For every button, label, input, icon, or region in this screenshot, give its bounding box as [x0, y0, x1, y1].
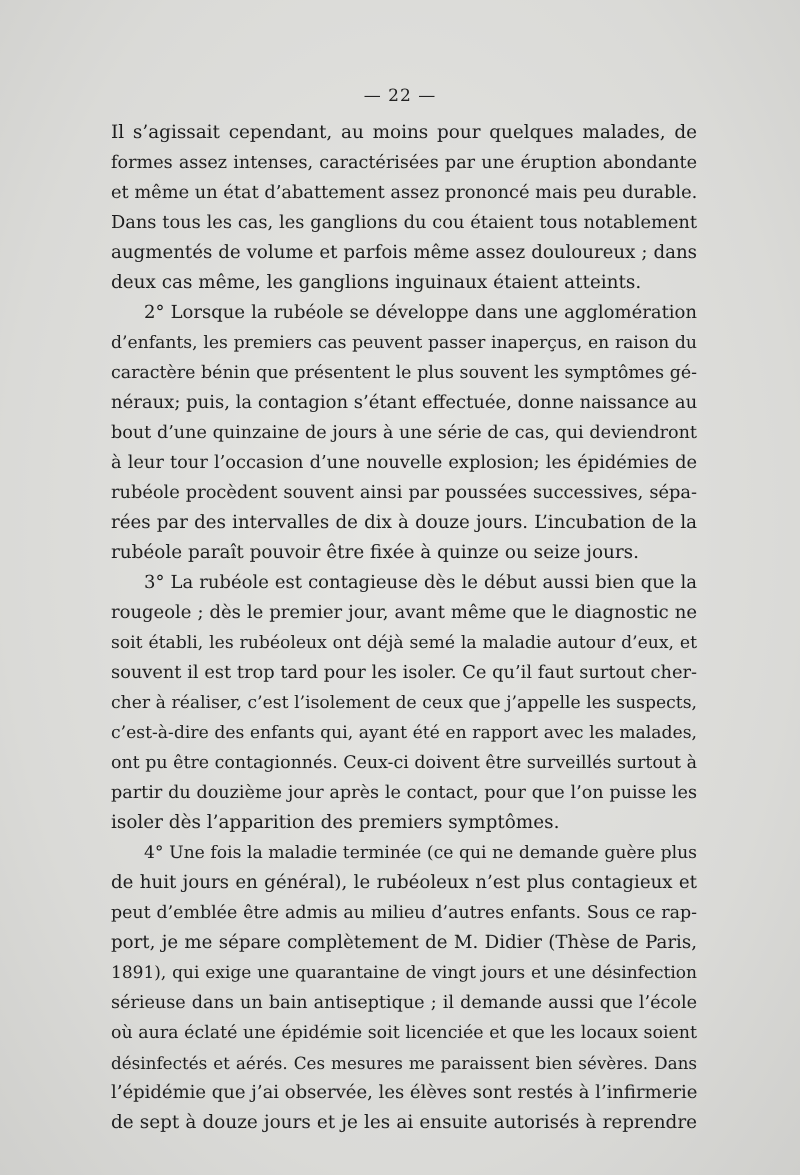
text-line: caractère bénin que présentent le plus souvent les symptômes gé- — [111, 363, 697, 383]
paragraph-2 — [111, 298, 697, 568]
text-line: désinfectés et aérés. Ces mesures me paraissent bien sévères. Dans — [111, 1053, 697, 1073]
text-line: augmentés de volume et parfois même assez douloureux ; dans — [111, 242, 697, 263]
text-line: deux cas même, les ganglions inguinaux étaient atteints. — [111, 272, 642, 293]
text-line: d’enfants, les premiers cas peuvent passer inaperçus, en raison du — [111, 333, 697, 353]
text-line: peut d’emblée être admis au milieu d’autres enfants. Sous ce rap- — [111, 903, 697, 923]
text-line: rubéole procèdent souvent ainsi par poussées successives, sépa- — [111, 482, 697, 503]
text-line: rubéole paraît pouvoir être fixée à quinze ou seize jours. — [111, 542, 639, 563]
text-line: de sept à douze jours et je les ai ensuite autorisés à reprendre — [111, 1112, 697, 1133]
text-line: néraux; puis, la contagion s’étant effectuée, donne naissance au — [111, 392, 698, 413]
text-line: ont pu être contagionnés. Ceux-ci doivent être surveillés surtout à — [111, 753, 697, 773]
text-line: souvent il est trop tard pour les isoler. Ce qu’il faut surtout cher- — [111, 662, 697, 683]
text-line: à leur tour l’occasion d’une nouvelle explosion; les épidémies de — [111, 452, 697, 473]
text-line: où aura éclaté une épidémie soit licenciée et que les locaux soient — [111, 1023, 697, 1043]
text-line: 4° Une fois la maladie terminée (ce qui ne demande guère plus — [144, 843, 697, 863]
paragraph-3 — [111, 568, 697, 838]
text-line: Dans tous les cas, les ganglions du cou étaient tous notablement — [111, 212, 697, 233]
paragraph-4 — [111, 838, 697, 1138]
page-number: — 22 — — [363, 86, 437, 106]
text-line: Il s’agissait cependant, au moins pour quelques malades, de — [111, 122, 697, 143]
body-text — [111, 118, 697, 1138]
text-line: cher à réaliser, c’est l’isolement de ceux que j’appelle les suspects, — [111, 693, 697, 713]
text-line: bout d’une quinzaine de jours à une série de cas, qui deviendront — [111, 423, 697, 443]
text-line: formes assez intenses, caractérisées par une éruption abondante — [111, 153, 697, 173]
text-line: isoler dès l’apparition des premiers symptômes. — [111, 812, 560, 833]
text-line: rougeole ; dès le premier jour, avant même que le diagnostic ne — [111, 602, 697, 623]
text-line: de huit jours en général), le rubéoleux n’est plus contagieux et — [111, 872, 697, 893]
text-line: et même un état d’abattement assez prononcé mais peu durable. — [111, 182, 698, 203]
text-line: rées par des intervalles de dix à douze jours. L’incubation de la — [111, 512, 697, 533]
text-line: soit établi, les rubéoleux ont déjà semé la maladie autour d’eux, et — [111, 633, 697, 653]
text-line: port, je me sépare complètement de M. Didier (Thèse de Paris, — [111, 932, 697, 953]
text-line: c’est-à-dire des enfants qui, ayant été en rapport avec les malades, — [111, 723, 697, 743]
text-line: sérieuse dans un bain antiseptique ; il demande aussi que l’école — [111, 993, 697, 1013]
paragraph-1 — [111, 118, 697, 298]
text-line: l’épidémie que j’ai observée, les élèves sont restés à l’infirmerie — [111, 1082, 698, 1103]
text-line: 1891), qui exige une quarantaine de vingt jours et une désinfection — [111, 963, 697, 983]
text-line: partir du douzième jour après le contact, pour que l’on puisse les — [111, 783, 697, 803]
text-line: 2° Lorsque la rubéole se développe dans une agglomération — [144, 302, 697, 323]
text-line: 3° La rubéole est contagieuse dès le début aussi bien que la — [144, 572, 697, 593]
